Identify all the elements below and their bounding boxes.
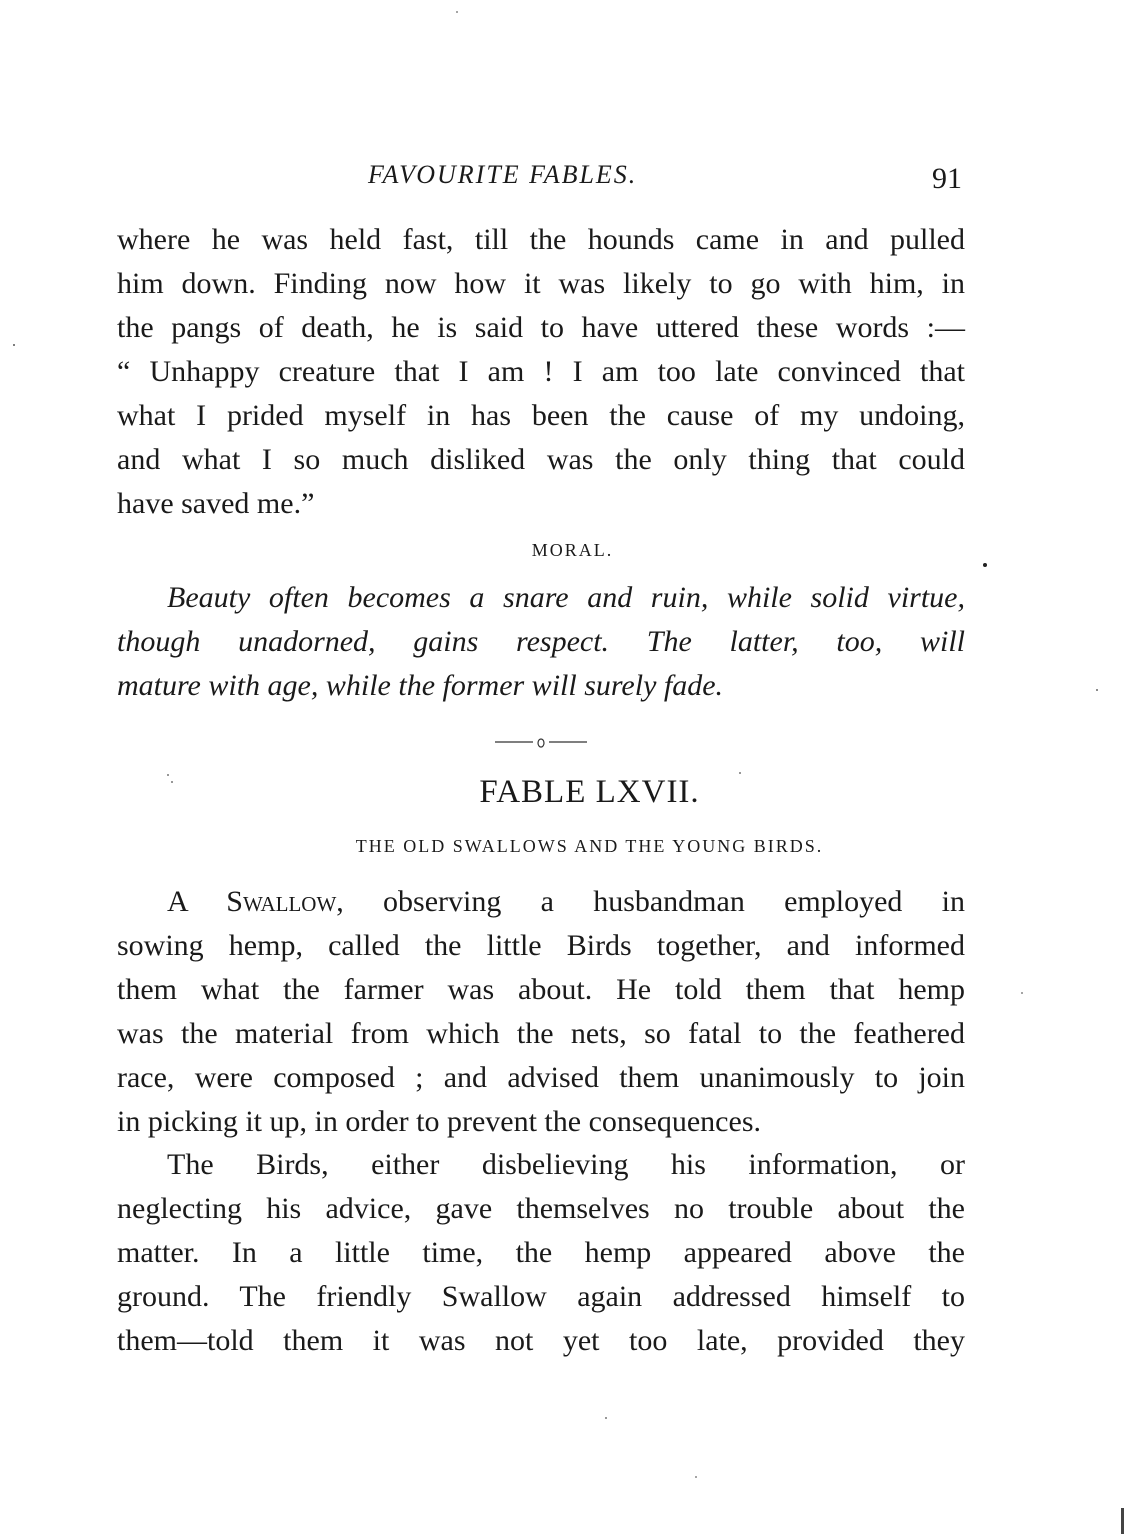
text-line: what I prided myself in has been the cause of my undoing, <box>117 399 965 432</box>
text-line: him down. Finding now how it was likely to go with him, in <box>117 267 965 300</box>
moral-line: Beauty often becomes a snare and ruin, while solid virtue, <box>167 581 965 614</box>
moral-line: mature with age, while the former will surely fade. <box>117 669 724 702</box>
running-title: FAVOURITE FABLES. <box>368 160 638 189</box>
fable-paragraph-1 <box>117 880 965 1144</box>
moral-heading-text: MORAL. <box>531 540 614 560</box>
opening-rest: , observing a husbandman employed in <box>336 885 965 918</box>
opening-word: Swallow <box>226 885 337 918</box>
text-line: them—told them it was not yet too late, provided they <box>117 1324 965 1357</box>
text-line: The Birds, either disbelieving his information, or <box>167 1148 965 1181</box>
text-line: was the material from which the nets, so fatal to the feathered <box>117 1017 965 1050</box>
opening-initial: A <box>167 885 227 918</box>
text-line: race, were composed ; and advised them unanimously to join <box>117 1061 965 1094</box>
fable-title <box>0 770 1129 814</box>
text-line: the pangs of death, he is said to have uttered these words :— <box>117 311 965 344</box>
page-number: 91 <box>932 162 962 195</box>
fable-paragraph-2 <box>117 1143 965 1363</box>
moral-line: though unadorned, gains respect. The latter, too, will <box>117 625 965 658</box>
text-line: sowing hemp, called the little Birds together, and informed <box>117 929 965 962</box>
fable-subtitle <box>0 832 1129 860</box>
text-line: matter. In a little time, the hemp appeared above the <box>117 1236 965 1269</box>
text-line: where he was held fast, till the hounds came in and pulled <box>117 223 965 256</box>
moral-heading <box>0 540 1129 561</box>
text-line: ground. The friendly Swallow again addressed himself to <box>117 1280 965 1313</box>
fable-title-text: FABLE LXVII. <box>479 774 700 810</box>
fable-subtitle-text: THE OLD SWALLOWS AND THE YOUNG BIRDS. <box>355 836 824 856</box>
text-line: them what the farmer was about. He told them that hemp <box>117 973 965 1006</box>
moral-text <box>117 576 965 708</box>
section-divider-ornament <box>495 735 587 749</box>
first-passage <box>117 218 965 526</box>
running-head <box>0 160 1129 196</box>
text-line: neglecting his advice, gave themselves no trouble about the <box>117 1192 965 1225</box>
text-line: and what I so much disliked was the only thing that could <box>117 443 965 476</box>
text-line: in picking it up, in order to prevent the consequences. <box>117 1105 761 1138</box>
text-line: have saved me.” <box>117 487 315 520</box>
text-line: “ Unhappy creature that I am ! I am too late convinced that <box>117 355 965 388</box>
text-line-opening <box>117 880 965 924</box>
